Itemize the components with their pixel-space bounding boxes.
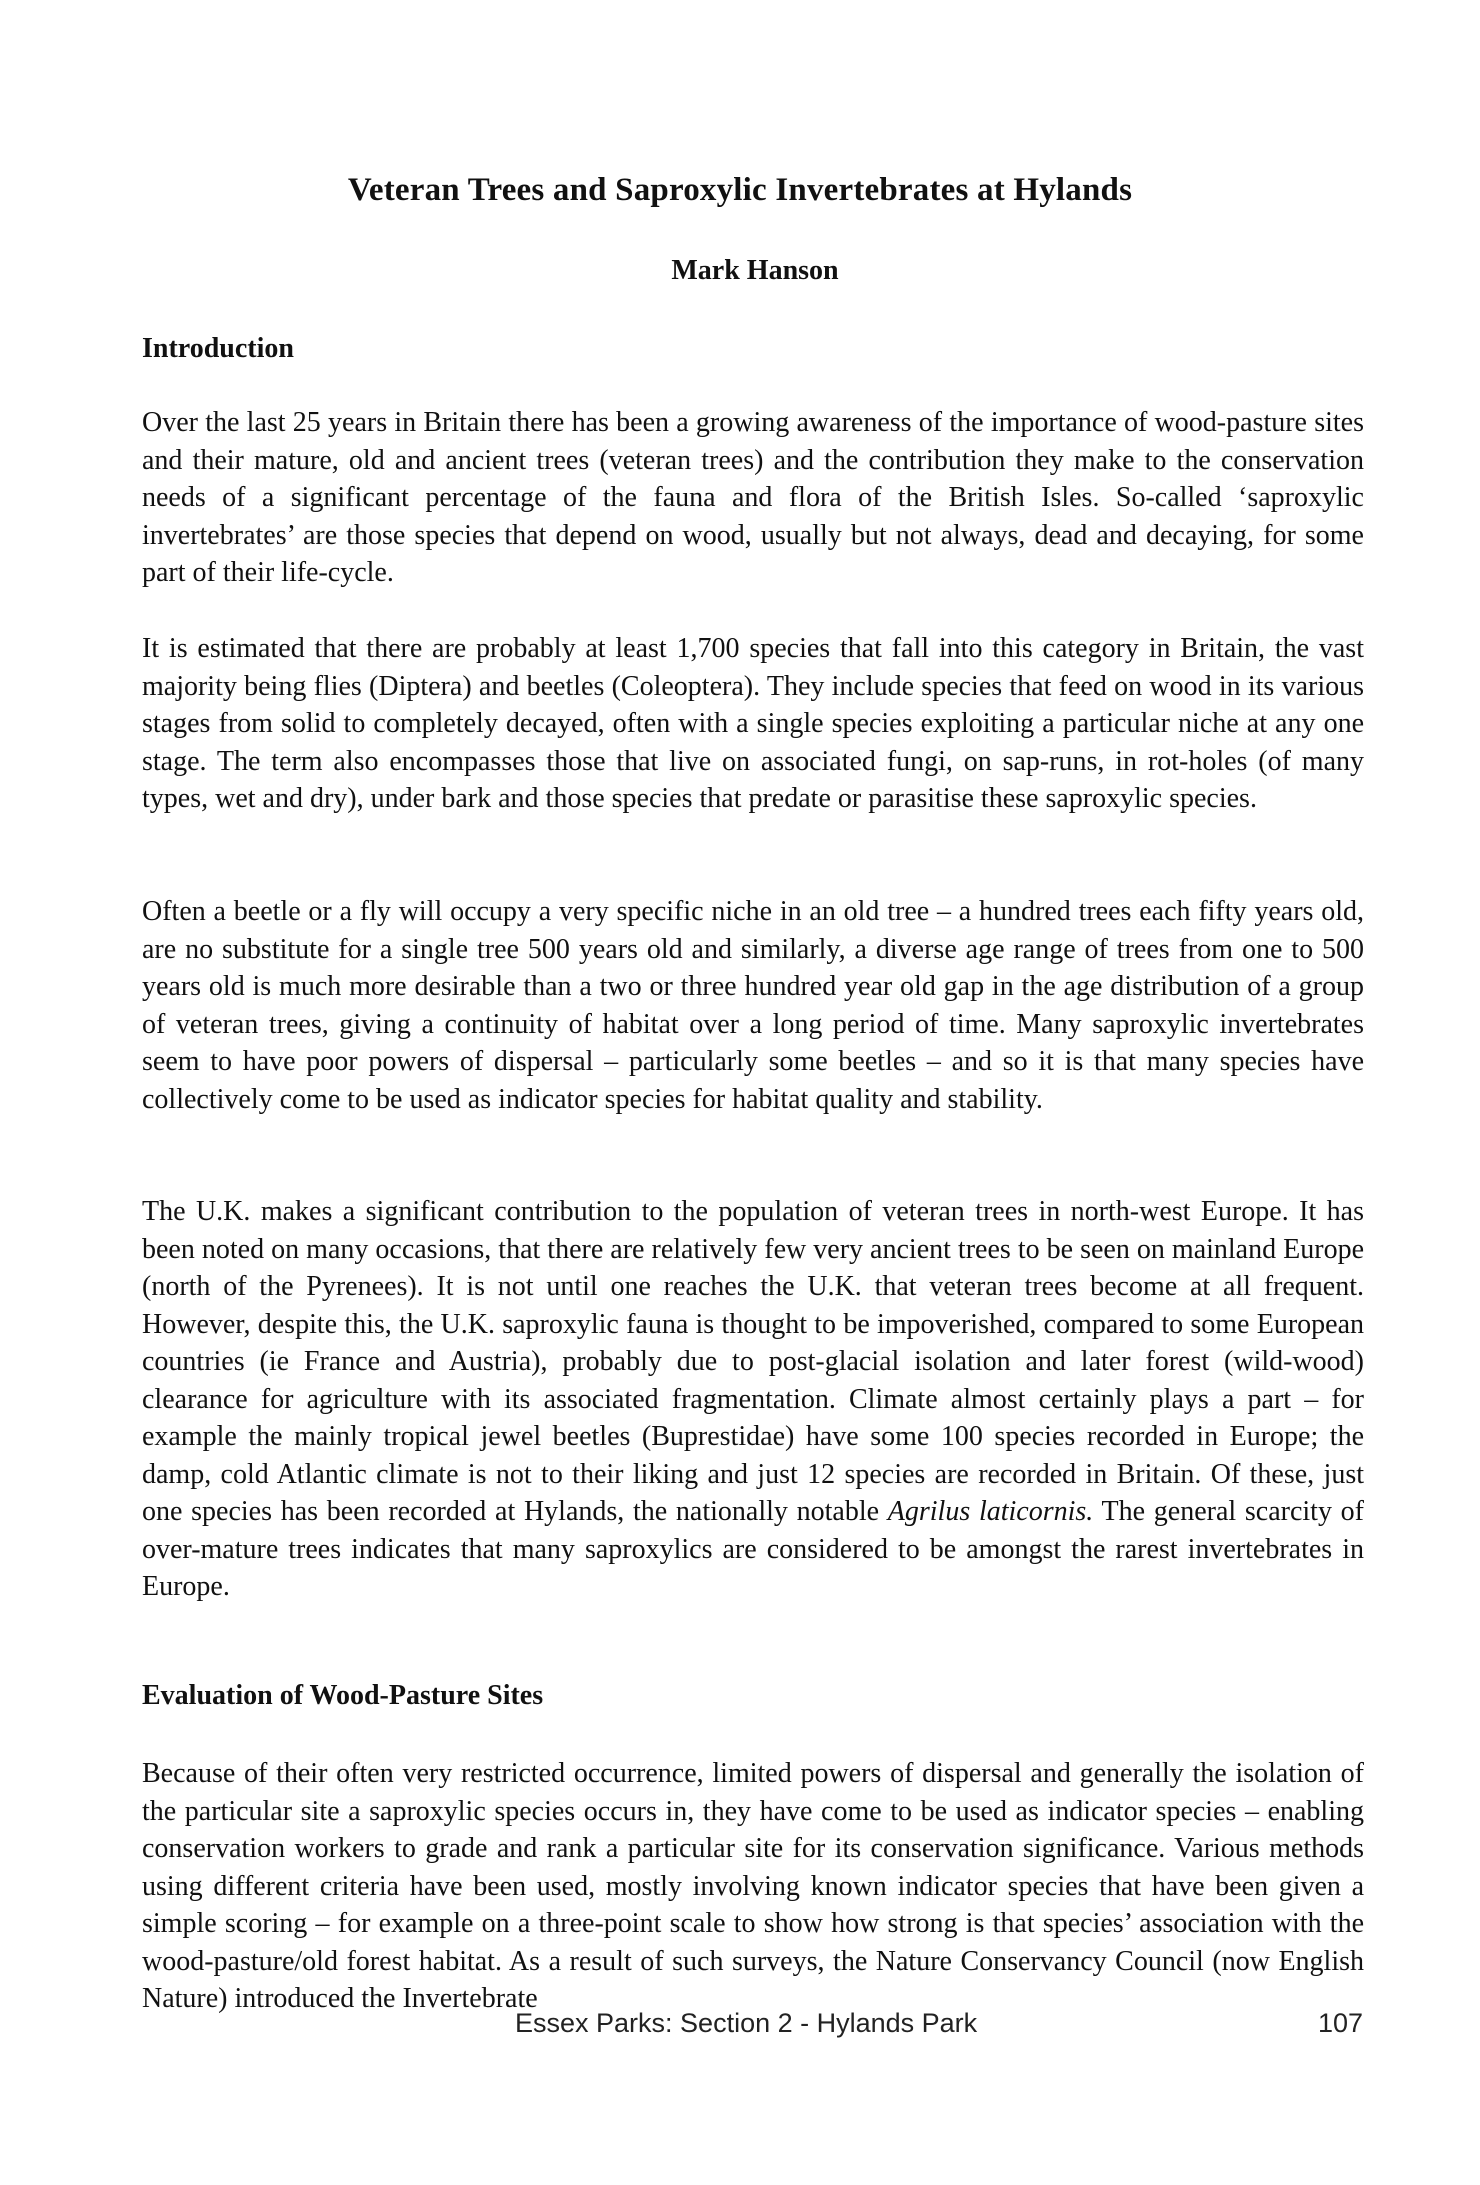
- publication-title: Essex Parks: Section 2 - Hylands Park: [515, 2008, 978, 2038]
- paragraph: It is estimated that there are probably at least 1,700 species that fall into this category in Britain, the vast majority being flies (Diptera) and beetles (Coleoptera). They include species that feed on wood in its various stages from solid to completely decayed, often with a single species exploiting a particular niche at any one stage. The term also encompasses those that live on associated fungi, on sap-runs, in rot-holes (of many types, wet and dry), under bark and those species that predate or parasitise these saproxylic species.: [142, 633, 1364, 814]
- paragraph: Because of their often very restricted occurrence, limited powers of dispersal and generally the isolation of the particular site a saproxylic species occurs in, they have come to be used as indicator species – enabling conservation workers to grade and rank a particular site for its conservation significance. Various methods using different criteria have been used, mostly involving known indicator species that have been given a simple scoring – for example on a three-point scale to show how strong is that species’ association with the wood-pasture/old forest habitat. As a result of such surveys, the Nature Conservancy Council (now English Nature) introduced the Invertebrate: [142, 1758, 1364, 2014]
- paragraph: [142, 1193, 1364, 1606]
- section-heading-evaluation: Evaluation of Wood-Pasture Sites: [142, 1680, 544, 1711]
- paragraph: Over the last 25 years in Britain there has been a growing awareness of the importance of wood-pasture sites and their mature, old and ancient trees (veteran trees) and the contribution they make to the conservation needs of a significant percentage of the fauna and flora of the British Isles. So-called ‘saproxylic invertebrates’ are those species that depend on wood, usually but not always, dead and decaying, for some part of their life-cycle.: [142, 407, 1364, 588]
- page-footer: [0, 2008, 1480, 2048]
- page-number: 107: [1318, 2008, 1364, 2038]
- paragraph-text: The general scarcity of over-mature trees indicates that many saproxylics are considered to be amongst the rarest invertebrates in Europe.: [142, 1496, 1364, 1602]
- paragraph-text: The U.K. makes a significant contribution to the population of veteran trees in north-west Europe. It has been noted on many occasions, that there are relatively few very ancient trees to be seen on mainland Europe (north of the Pyrenees). It is not until one reaches the U.K. that veteran trees become at all frequent. However, despite this, the U.K. saproxylic fauna is thought to be impoverished, compared to some European countries (ie France and Austria), probably due to post-glacial isolation and later forest (wild-wood) clearance for agriculture with its associated fragmentation. Climate almost certainly plays a part – for example the mainly tropical jewel beetles (Buprestidae) have some 100 species recorded in Europe; the damp, cold Atlantic climate is not to their liking and just 12 species are recorded in Britain. Of these, just one species has been recorded at Hylands, the nationally notable: [142, 1196, 1364, 1527]
- author-name: Mark Hanson: [671, 255, 839, 286]
- species-name: Agrilus laticornis.: [887, 1496, 1094, 1527]
- paragraph: Often a beetle or a fly will occupy a very specific niche in an old tree – a hundred trees each fifty years old, are no substitute for a single tree 500 years old and similarly, a diverse age range of trees from one to 500 years old is much more desirable than a two or three hundred year old gap in the age distribution of a group of veteran trees, giving a continuity of habitat over a long period of time. Many saproxylic invertebrates seem to have poor powers of dispersal – particularly some beetles – and so it is that many species have collectively come to be used as indicator species for habitat quality and stability.: [142, 896, 1364, 1115]
- section-heading-introduction: Introduction: [142, 333, 294, 364]
- article-title: Veteran Trees and Saproxylic Invertebrates at Hylands: [347, 172, 1133, 208]
